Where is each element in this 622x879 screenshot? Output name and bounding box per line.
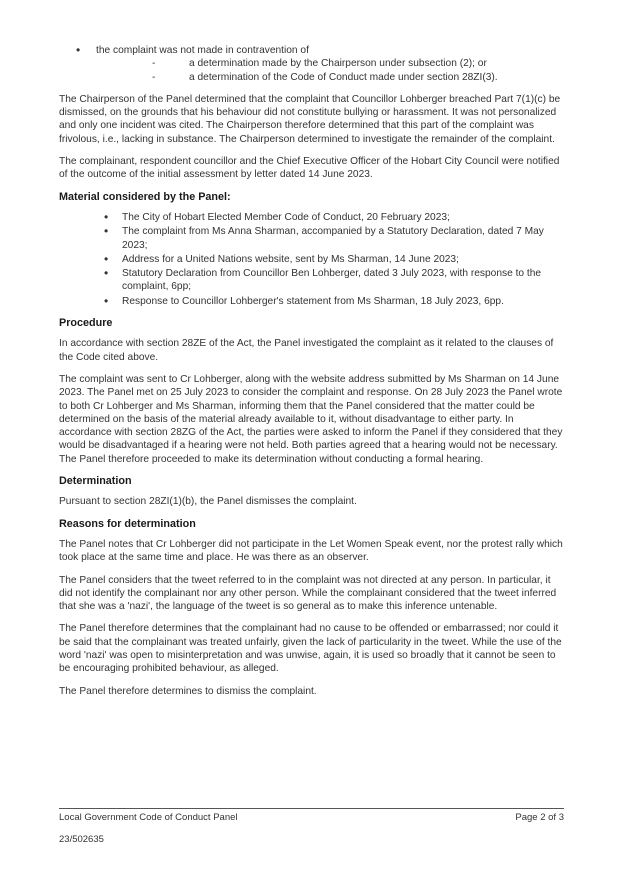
list-item: • Address for a United Nations website, sent by Ms Sharman, 14 June 2023; bbox=[59, 253, 564, 266]
list-item: • The City of Hobart Elected Member Code of Conduct, 20 February 2023; bbox=[59, 211, 564, 224]
chairperson-paragraph: The Chairperson of the Panel determined that the complaint that Councillor Lohberger breached Part 7(1)(c) be dismissed, on the grounds that his behaviour did not constitute bullying or harassment. It was not personalized and only one incident was cited. The Chairperson therefore determined that this part of the complaint was frivolous, i.e., lacking in substance. The Chairperson determined to investigate the remainder of the complaint. bbox=[59, 93, 561, 145]
complaint-criteria-list bbox=[59, 44, 564, 84]
criteria-sublist bbox=[96, 57, 564, 84]
reasons-paragraph: The Panel therefore determines that the complainant had no cause to be offended or embarrassed; nor could it be said that the complainant was treated unfairly, given the lack of particularity in the tweet. While the use of the word 'nazi' was open to misinterpretation and was unwise, again, it is used so broadly that it cannot be seen to be encouraging prohibited behaviour, as alleged. bbox=[59, 623, 562, 675]
reasons-heading: Reasons for determination bbox=[59, 517, 196, 530]
procedure-paragraph: The complaint was sent to Cr Lohberger, along with the website address submitted by Ms Sharman on 14 June 2023. The Panel met on 25 July 2023 to consider the complaint and response. On 28 July 2023 the Panel wrote to both Cr Lohberger and Ms Sharman, informing them that the Panel considered that the matter could be determined on the basis of the material already available to it, without disadvantage to either party. In accordance with section 28ZG of the Act, the parties were asked to inform the Panel if they considered that they would be disadvantaged if a hearing were not held. Both parties agreed that a hearing would not be necessary. The Panel therefore proceeded to make its determination without conducting a formal hearing. bbox=[59, 373, 563, 465]
material-list bbox=[59, 211, 564, 308]
sublist-item: - a determination of the Code of Conduct made under section 28ZI(3). bbox=[96, 71, 564, 84]
page-number: Page 2 of 3 bbox=[515, 812, 564, 823]
list-item: • The complaint from Ms Anna Sharman, accompanied by a Statutory Declaration, dated 7 May 2023; bbox=[59, 225, 564, 252]
reasons-paragraph: The Panel considers that the tweet referred to in the complaint was not directed at any person. In particular, it did not identify the complainant nor any other person. While the complainant considered that the tweet inferred that she was a 'nazi', the language of the tweet is so general as to make this inference untenable. bbox=[59, 574, 557, 613]
list-item: • Statutory Declaration from Councillor Ben Lohberger, dated 3 July 2023, with response to the complaint, 6pp; bbox=[59, 267, 564, 294]
list-item bbox=[59, 44, 564, 84]
footer-org: Local Government Code of Conduct Panel bbox=[59, 812, 238, 823]
reasons-paragraph: The Panel therefore determines to dismiss the complaint. bbox=[59, 685, 317, 697]
page-footer bbox=[59, 808, 564, 846]
document-number: 23/502635 bbox=[59, 834, 104, 845]
footer-row bbox=[59, 812, 564, 824]
sublist-item: - a determination made by the Chairperson under subsection (2); or bbox=[96, 57, 564, 70]
determination-heading: Determination bbox=[59, 475, 132, 488]
page-content bbox=[59, 44, 564, 707]
reasons-paragraph: The Panel notes that Cr Lohberger did not participate in the Let Women Speak event, nor the protest rally which took place at the same time and place. He was there as an observer. bbox=[59, 538, 563, 564]
criteria-text: the complaint was not made in contravention of bbox=[96, 45, 309, 56]
procedure-heading: Procedure bbox=[59, 317, 113, 330]
material-heading: Material considered by the Panel: bbox=[59, 190, 231, 203]
list-item: • Response to Councillor Lohberger's statement from Ms Sharman, 18 July 2023, 6pp. bbox=[59, 295, 564, 308]
notification-paragraph: The complainant, respondent councillor and the Chief Executive Officer of the Hobart City Council were notified of the outcome of the initial assessment by letter dated 14 June 2023. bbox=[59, 156, 560, 181]
determination-paragraph: Pursuant to section 28ZI(1)(b), the Panel dismisses the complaint. bbox=[59, 496, 357, 508]
procedure-paragraph: In accordance with section 28ZE of the Act, the Panel investigated the complaint as it related to the clauses of the Code cited above. bbox=[59, 338, 554, 363]
